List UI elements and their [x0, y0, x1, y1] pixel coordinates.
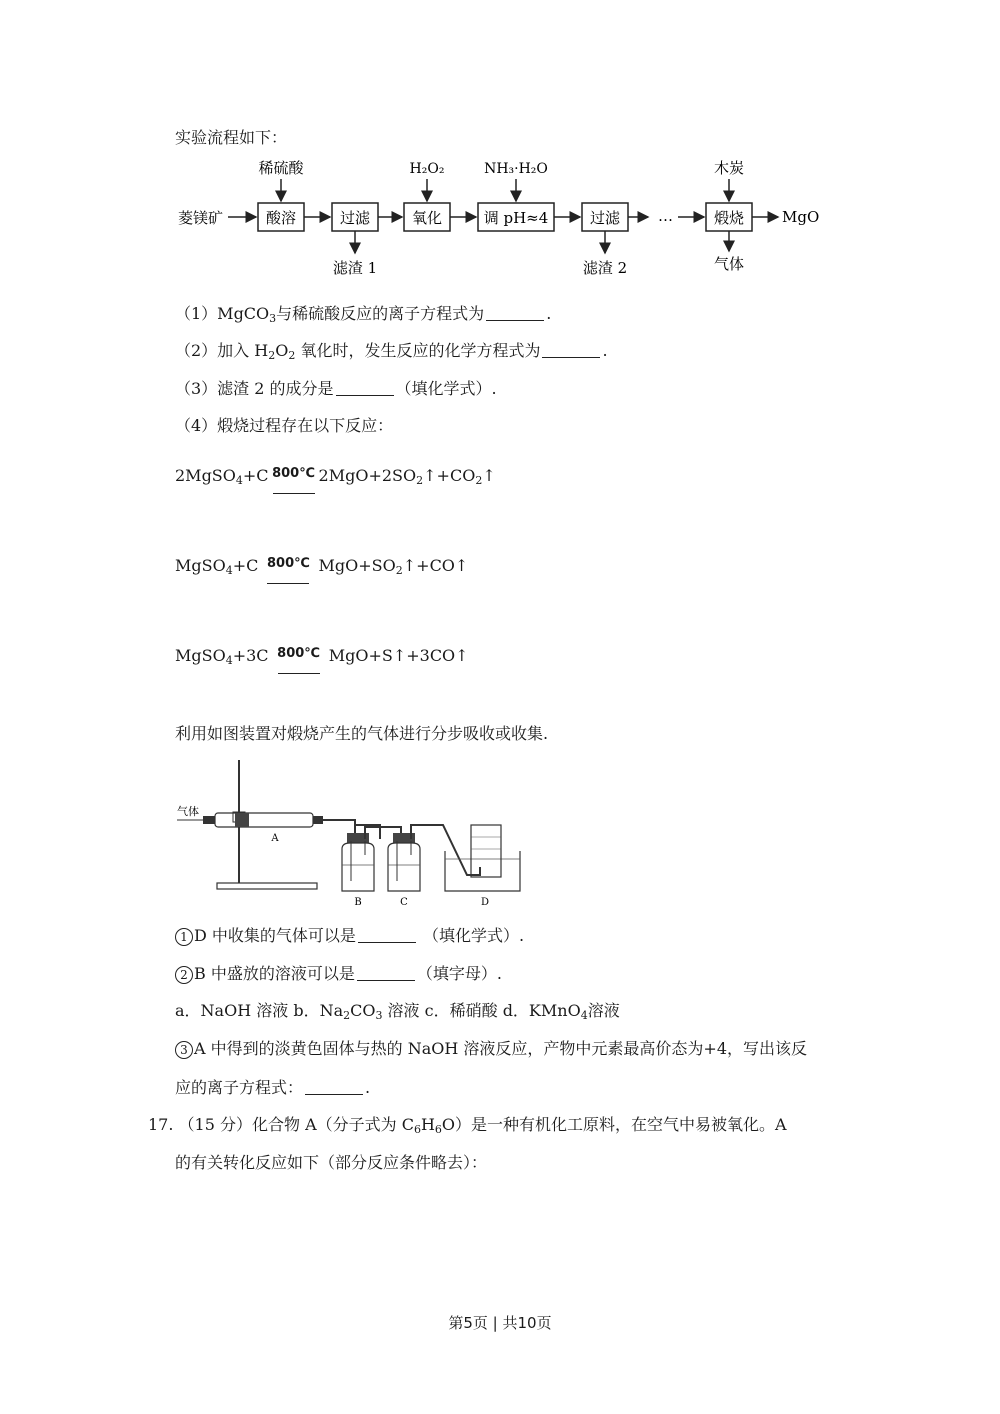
- question-2: [175, 341, 608, 361]
- flow-output-residue-2: 滤渣 2: [582, 259, 628, 277]
- question-17-c: O）是一种有机化工原料，在空气中易被氧化。A: [441, 1115, 787, 1134]
- process-flow-diagram: [170, 155, 850, 280]
- question-3-a: （3）滤渣 2 的成分是: [175, 379, 334, 398]
- flow-box-1: [258, 203, 304, 231]
- sub-question-3-a: A 中得到的淡黄色固体与热的 NaOH 溶液反应，产物中元素最高价态为+4，写出该反: [194, 1039, 808, 1058]
- circled-number: 2: [175, 966, 193, 984]
- question-3-b: （填化学式）.: [395, 379, 497, 398]
- sub-four: 4: [225, 564, 233, 577]
- options-c: 溶液 c．稀硝酸 d．KMnO: [382, 1001, 581, 1020]
- reaction-1-b: +C: [242, 466, 269, 485]
- sub-question-2: [175, 964, 502, 984]
- sub-two: 2: [416, 474, 424, 487]
- question-1-c: .: [546, 304, 552, 323]
- flow-start: 菱镁矿: [178, 209, 224, 227]
- question-2-d: .: [602, 341, 608, 360]
- sub-six: 6: [413, 1123, 421, 1136]
- flow-box-6: [706, 203, 752, 231]
- label-d: D: [480, 897, 490, 908]
- flow-output-residue-1: 滤渣 1: [332, 259, 378, 277]
- sub-question-2-a: B 中盛放的溶液可以是: [194, 964, 355, 983]
- reaction-condition: [271, 466, 317, 488]
- gas-inlet-label: 气体: [177, 805, 199, 818]
- sub-question-1: [175, 926, 524, 946]
- question-17-cont: 的有关转化反应如下（部分反应条件略去）：: [175, 1153, 488, 1172]
- sub-question-3-cont: [175, 1078, 370, 1098]
- page-footer: 第5页 | 共10页: [448, 1314, 552, 1332]
- reaction-2: [175, 556, 468, 578]
- question-17: [148, 1115, 787, 1135]
- flow-input-charcoal: 木炭: [713, 159, 745, 177]
- sub-two: 2: [343, 1009, 351, 1022]
- flow-box-5-label: 过滤: [589, 209, 621, 227]
- answer-blank-4[interactable]: [358, 926, 416, 943]
- sub-question-1-b: （填化学式）.: [417, 926, 525, 945]
- sub-three: 3: [269, 312, 277, 325]
- question-1-a: （1）MgCO: [175, 304, 270, 323]
- question-17-b: H: [420, 1115, 435, 1134]
- answer-blank-5[interactable]: [357, 964, 415, 981]
- reaction-1-a: 2MgSO: [175, 466, 236, 485]
- options-b: CO: [350, 1001, 376, 1020]
- sub-two: 2: [475, 474, 483, 487]
- options-d: 溶液: [587, 1001, 620, 1020]
- label-b: B: [354, 897, 362, 908]
- sub-six: 6: [434, 1123, 442, 1136]
- answer-blank-2[interactable]: [542, 341, 600, 358]
- flow-box-4: [478, 203, 554, 231]
- question-17-a: 17. （15 分）化合物 A（分子式为 C: [148, 1115, 414, 1134]
- flow-box-5: [582, 203, 628, 231]
- circled-number: 1: [175, 928, 193, 946]
- question-1-b: 与稀硫酸反应的离子方程式为: [276, 304, 485, 323]
- sub-four: 4: [235, 474, 243, 487]
- circled-number: 3: [175, 1041, 193, 1059]
- flow-intro: 实验流程如下：: [175, 128, 288, 147]
- reaction-2-a: MgSO: [175, 556, 226, 575]
- options-a: a．NaOH 溶液 b．Na: [175, 1001, 344, 1020]
- question-2-c: 氧化时，发生反应的化学方程式为: [295, 341, 541, 360]
- condition-label: 800℃: [266, 556, 310, 571]
- sub-four: 4: [225, 654, 233, 667]
- sub-question-2-b: （填字母）.: [416, 964, 502, 983]
- reaction-condition: [276, 646, 322, 668]
- sub-two: 2: [268, 349, 276, 362]
- sub-question-3-b: 应的离子方程式：: [175, 1078, 304, 1097]
- sub-three: 3: [375, 1009, 383, 1022]
- question-4: （4）煅烧过程存在以下反应：: [175, 416, 394, 435]
- reaction-1-c: 2MgO+2SO: [318, 466, 417, 485]
- flow-input-ammonia: NH₃·H₂O: [484, 161, 548, 177]
- sub-two: 2: [395, 564, 403, 577]
- reaction-3-b: +3C: [232, 646, 274, 665]
- flow-end: MgO: [782, 208, 820, 226]
- reaction-3: [175, 646, 469, 668]
- answer-blank-6[interactable]: [305, 1078, 363, 1095]
- reaction-3-c: MgO+S↑+3CO↑: [323, 646, 469, 665]
- flow-ellipsis: …: [658, 207, 673, 225]
- reaction-2-b: +C: [232, 556, 264, 575]
- answer-blank-1[interactable]: [486, 304, 544, 321]
- reaction-1-d: ↑+CO: [423, 466, 476, 485]
- question-1: [175, 304, 551, 324]
- sub-question-3-c: .: [365, 1078, 371, 1097]
- reaction-3-a: MgSO: [175, 646, 226, 665]
- reaction-2-c: MgO+SO: [313, 556, 396, 575]
- sub-question-3: [175, 1039, 807, 1059]
- reaction-condition: [265, 556, 311, 578]
- label-a: A: [271, 833, 279, 844]
- question-2-b: O: [275, 341, 289, 360]
- flow-box-2: [332, 203, 378, 231]
- flow-box-6-label: 煅烧: [713, 209, 745, 227]
- label-c: C: [400, 897, 408, 908]
- flow-box-3: [404, 203, 450, 231]
- flow-box-1-label: 酸溶: [265, 209, 297, 227]
- reaction-1-e: ↑: [482, 466, 496, 485]
- sub-four: 4: [580, 1009, 588, 1022]
- answer-blank-3[interactable]: [336, 379, 394, 396]
- question-3: [175, 379, 497, 399]
- reaction-1: [175, 466, 496, 488]
- apparatus-intro: 利用如图装置对煅烧产生的气体进行分步吸收或收集.: [175, 724, 549, 743]
- answer-options: [175, 1001, 620, 1021]
- flow-box-2-label: 过滤: [339, 209, 371, 227]
- sub-question-1-a: D 中收集的气体可以是: [194, 926, 356, 945]
- sub-two: 2: [288, 349, 296, 362]
- apparatus-diagram: [175, 755, 535, 910]
- condition-label: 800℃: [277, 646, 321, 661]
- reaction-2-d: ↑+CO↑: [402, 556, 469, 575]
- flow-output-gas: 气体: [713, 255, 745, 273]
- flow-input-h2o2: H₂O₂: [409, 161, 445, 177]
- flow-input-acid: 稀硫酸: [258, 159, 304, 177]
- condition-label: 800℃: [272, 466, 315, 481]
- flow-box-3-label: 氧化: [411, 209, 443, 227]
- flow-box-4-label: 调 pH≈4: [483, 209, 549, 227]
- question-2-a: （2）加入 H: [175, 341, 269, 360]
